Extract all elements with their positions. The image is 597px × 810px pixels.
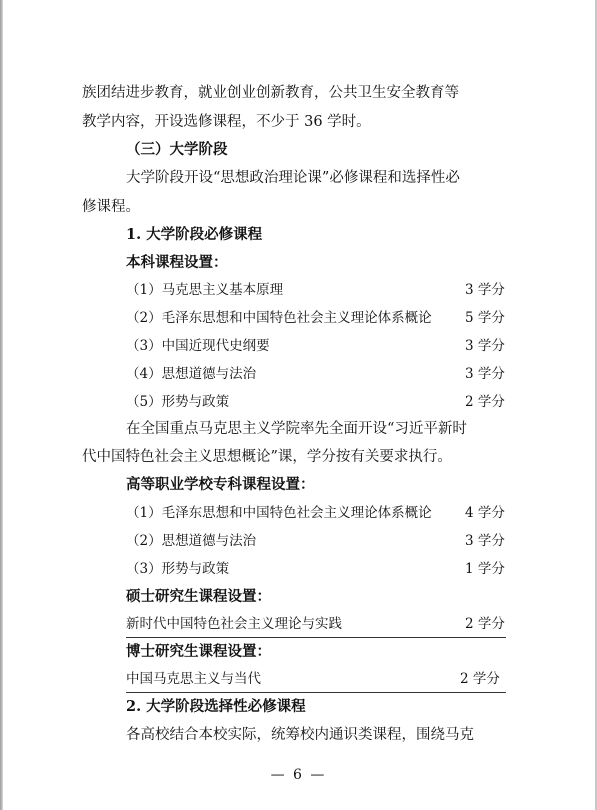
- body-text-line: 各高校结合本校实际，统筹校内通识类课程，围绕马克: [126, 727, 474, 743]
- body-text-line: 修课程。: [82, 199, 140, 215]
- course-name: （1）毛泽东思想和中国特色社会主义理论体系概论: [126, 505, 432, 521]
- body-text-line: 在全国重点马克思主义学院率先全面开设“习近平新时: [126, 421, 467, 437]
- subsection-heading: 1. 大学阶段必修课程: [126, 226, 263, 243]
- course-credit: 2 学分: [465, 616, 505, 632]
- course-credit: 3 学分: [465, 533, 505, 549]
- subsection-heading: 2. 大学阶段选择性必修课程: [126, 698, 306, 715]
- course-name: （1）马克思主义基本原理: [126, 282, 284, 298]
- course-name: 新时代中国特色社会主义理论与实践: [126, 616, 342, 632]
- group-heading-doctor: 博士研究生课程设置：: [126, 643, 271, 660]
- course-name: （5）形势与政策: [126, 394, 230, 410]
- body-text-line: 族团结进步教育，就业创业创新教育，公共卫生安全教育等: [82, 85, 459, 101]
- page-number: — 6 —: [270, 767, 327, 783]
- page-edge-left: [0, 0, 3, 810]
- body-text-line: 教学内容，开设选修课程，不少于 36 学时。: [82, 114, 371, 130]
- course-credit: 5 学分: [465, 310, 505, 326]
- row-underline: [126, 692, 506, 693]
- group-heading-master: 硕士研究生课程设置：: [126, 588, 271, 605]
- course-credit: 2 学分: [460, 671, 500, 687]
- course-name: （4）思想道德与法治: [126, 366, 257, 382]
- body-text-line: 大学阶段开设“思想政治理论课”必修课程和选择性必: [126, 170, 460, 186]
- course-name: （3）中国近现代史纲要: [126, 338, 270, 354]
- group-heading-vocational: 高等职业学校专科课程设置：: [126, 476, 315, 493]
- course-name: （2）思想道德与法治: [126, 533, 257, 549]
- body-text-line: 代中国特色社会主义思想概论”课，学分按有关要求执行。: [82, 449, 452, 465]
- course-credit: 3 学分: [465, 282, 505, 298]
- course-credit: 2 学分: [465, 394, 505, 410]
- course-credit: 4 学分: [465, 505, 505, 521]
- row-underline: [126, 637, 506, 638]
- course-credit: 1 学分: [465, 561, 505, 577]
- course-name: 中国马克思主义与当代: [126, 671, 261, 687]
- group-heading-undergrad: 本科课程设置：: [126, 254, 228, 271]
- course-credit: 3 学分: [465, 338, 505, 354]
- course-name: （2）毛泽东思想和中国特色社会主义理论体系概论: [126, 310, 432, 326]
- course-credit: 3 学分: [465, 366, 505, 382]
- section-heading: （三）大学阶段: [126, 141, 228, 158]
- course-name: （3）形势与政策: [126, 561, 230, 577]
